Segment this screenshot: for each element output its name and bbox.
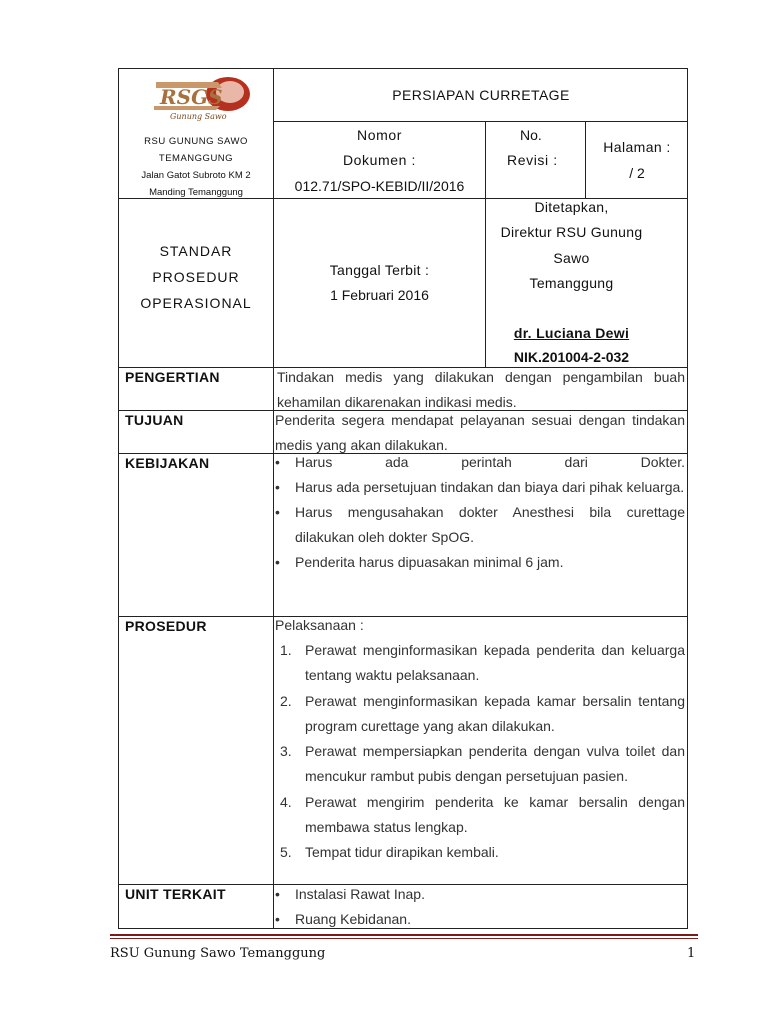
footer-hospital: RSU Gunung Sawo Temanggung — [110, 946, 326, 961]
revision-label-1: No. — [520, 127, 542, 143]
approval-line-3: Sawo — [553, 250, 590, 266]
issue-date-label: Tanggal Terbit : — [329, 262, 430, 278]
approval-line-2: Direktur RSU Gunung — [500, 224, 643, 240]
kebijakan-list — [275, 450, 685, 575]
unit-terkait-label: UNIT TERKAIT — [125, 886, 226, 902]
footer-rule — [110, 934, 698, 936]
doc-number-value: 012.71/SPO-KEBID/II/2016 — [294, 178, 465, 194]
list-item: • Instalasi Rawat Inap. — [275, 886, 425, 902]
tujuan-label: TUJUAN — [125, 412, 184, 428]
doc-number-label-2: Dokumen : — [342, 152, 417, 168]
page-value: / 2 — [629, 165, 645, 181]
sop-label-3: OPERASIONAL — [140, 295, 252, 311]
revision-label-2: Revisi : — [507, 152, 558, 168]
doc-number-label-1: Nomor — [356, 127, 402, 143]
approval-line-4: Temanggung — [529, 275, 614, 291]
tujuan-text: Penderita segera mendapat pelayanan sesuai dengan tindakan medis yang akan dilakukan. — [275, 412, 685, 453]
footer-page-number: 1 — [687, 946, 696, 961]
footer-rule-thin — [110, 938, 698, 939]
list-item: • Harus ada perintah dari Dokter. — [275, 454, 685, 470]
issue-date-value: 1 Februari 2016 — [330, 287, 429, 303]
prosedur-steps — [275, 638, 685, 866]
svg-text:Gunung Sawo: Gunung Sawo — [170, 112, 227, 121]
kebijakan-label: KEBIJAKAN — [125, 455, 210, 471]
document-title: PERSIAPAN CURRETAGE — [392, 87, 570, 103]
hospital-logo — [150, 74, 256, 124]
list-item: 4. Perawat mengirim penderita ke kamar bersalin dengan membawa status lengkap. — [280, 793, 685, 836]
sop-label-2: PROSEDUR — [152, 269, 240, 285]
hospital-city: TEMANGGUNG — [158, 153, 234, 164]
hospital-address-2: Manding Temanggung — [149, 187, 243, 198]
list-item: • Penderita harus dipuasakan minimal 6 jam. — [275, 554, 564, 570]
list-item: 5. Tempat tidur dirapikan kembali. — [280, 844, 499, 861]
list-item: 1. Perawat menginformasikan kepada penderita dan keluarga tentang waktu pelaksanaan. — [280, 642, 685, 684]
list-item: • Ruang Kebidanan. — [275, 911, 411, 927]
list-item: • Harus ada persetujuan tindakan dan biaya dari pihak keluarga. — [275, 479, 685, 495]
page-label: Halaman : — [603, 139, 671, 155]
signer-nik: NIK.201004-2-032 — [513, 349, 630, 365]
list-item: • Harus mengusahakan dokter Anesthesi bila curettage dilakukan oleh dokter SpOG. — [275, 504, 685, 545]
approval-line-1: Ditetapkan, — [534, 199, 609, 215]
prosedur-intro: Pelaksanaan : — [275, 617, 364, 633]
unit-terkait-list — [275, 882, 685, 932]
list-item: 2. Perawat menginformasikan kepada kamar bersalin tentang program curettage yang akan dilakukan. — [280, 692, 685, 734]
pengertian-label: PENGERTIAN — [125, 369, 220, 385]
pengertian-text: Tindakan medis yang dilakukan dengan pengambilan buah kehamilan dikarenakan indikasi medis. — [277, 369, 685, 410]
prosedur-label: PROSEDUR — [125, 618, 207, 634]
svg-text:RSGS: RSGS — [160, 85, 223, 109]
hospital-address-1: Jalan Gatot Subroto KM 2 — [141, 170, 251, 181]
list-item: 3. Perawat mempersiapkan penderita dengan vulva toilet dan mencukur rambut pubis dengan persetujuan pasien. — [280, 743, 685, 785]
hospital-name: RSU GUNUNG SAWO — [144, 136, 248, 147]
sop-label-1: STANDAR — [159, 243, 233, 259]
signer-name: dr. Luciana Dewi — [513, 325, 630, 341]
